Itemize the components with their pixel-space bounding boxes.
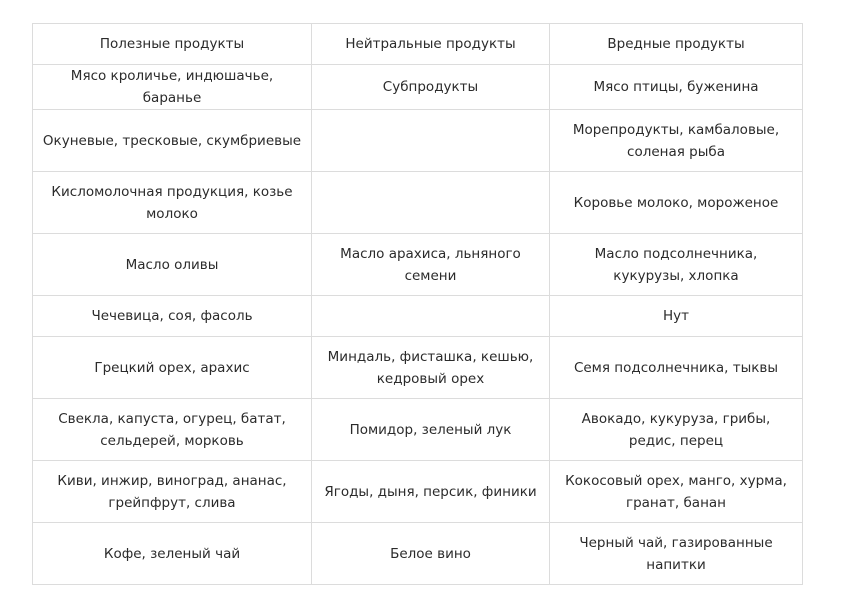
table-cell: Окуневые, тресковые, скумбриевые bbox=[33, 110, 312, 172]
table-cell: Морепродукты, камбаловые, соленая рыба bbox=[550, 110, 803, 172]
table-cell: Миндаль, фисташка, кешью, кедровый орех bbox=[312, 337, 550, 399]
table-cell: Мясо птицы, буженина bbox=[550, 65, 803, 110]
header-harmful-products: Вредные продукты bbox=[550, 24, 803, 65]
table-row bbox=[33, 65, 803, 110]
table-row bbox=[33, 234, 803, 296]
table-cell: Белое вино bbox=[312, 523, 550, 585]
table-cell: Коровье молоко, мороженое bbox=[550, 172, 803, 234]
table-cell: Черный чай, газированные напитки bbox=[550, 523, 803, 585]
table-cell: Кисломолочная продукция, козье молоко bbox=[33, 172, 312, 234]
table-cell: Семя подсолнечника, тыквы bbox=[550, 337, 803, 399]
table-row bbox=[33, 461, 803, 523]
header-neutral-products: Нейтральные продукты bbox=[312, 24, 550, 65]
table-cell: Кофе, зеленый чай bbox=[33, 523, 312, 585]
table-cell: Свекла, капуста, огурец, батат, сельдерей, морковь bbox=[33, 399, 312, 461]
table-cell: Масло подсолнечника, кукурузы, хлопка bbox=[550, 234, 803, 296]
table-row bbox=[33, 523, 803, 585]
table-cell: Субпродукты bbox=[312, 65, 550, 110]
table-row bbox=[33, 110, 803, 172]
table-cell: Киви, инжир, виноград, ананас, грейпфрут, слива bbox=[33, 461, 312, 523]
table-cell: Масло оливы bbox=[33, 234, 312, 296]
table-cell: Ягоды, дыня, персик, финики bbox=[312, 461, 550, 523]
table-cell: Масло арахиса, льняного семени bbox=[312, 234, 550, 296]
table-cell: Авокадо, кукуруза, грибы, редис, перец bbox=[550, 399, 803, 461]
table-row bbox=[33, 296, 803, 337]
table-cell: Нут bbox=[550, 296, 803, 337]
table-cell: Мясо кроличье, индюшачье, баранье bbox=[33, 65, 312, 110]
table-row bbox=[33, 337, 803, 399]
food-compatibility-table bbox=[32, 23, 803, 585]
table-cell: Чечевица, соя, фасоль bbox=[33, 296, 312, 337]
header-healthy-products: Полезные продукты bbox=[33, 24, 312, 65]
table-cell bbox=[312, 110, 550, 172]
table-cell: Помидор, зеленый лук bbox=[312, 399, 550, 461]
table-cell: Грецкий орех, арахис bbox=[33, 337, 312, 399]
table-row bbox=[33, 172, 803, 234]
table-cell: Кокосовый орех, манго, хурма, гранат, банан bbox=[550, 461, 803, 523]
table-cell bbox=[312, 296, 550, 337]
table-row bbox=[33, 399, 803, 461]
table-header-row bbox=[33, 24, 803, 65]
table-cell bbox=[312, 172, 550, 234]
